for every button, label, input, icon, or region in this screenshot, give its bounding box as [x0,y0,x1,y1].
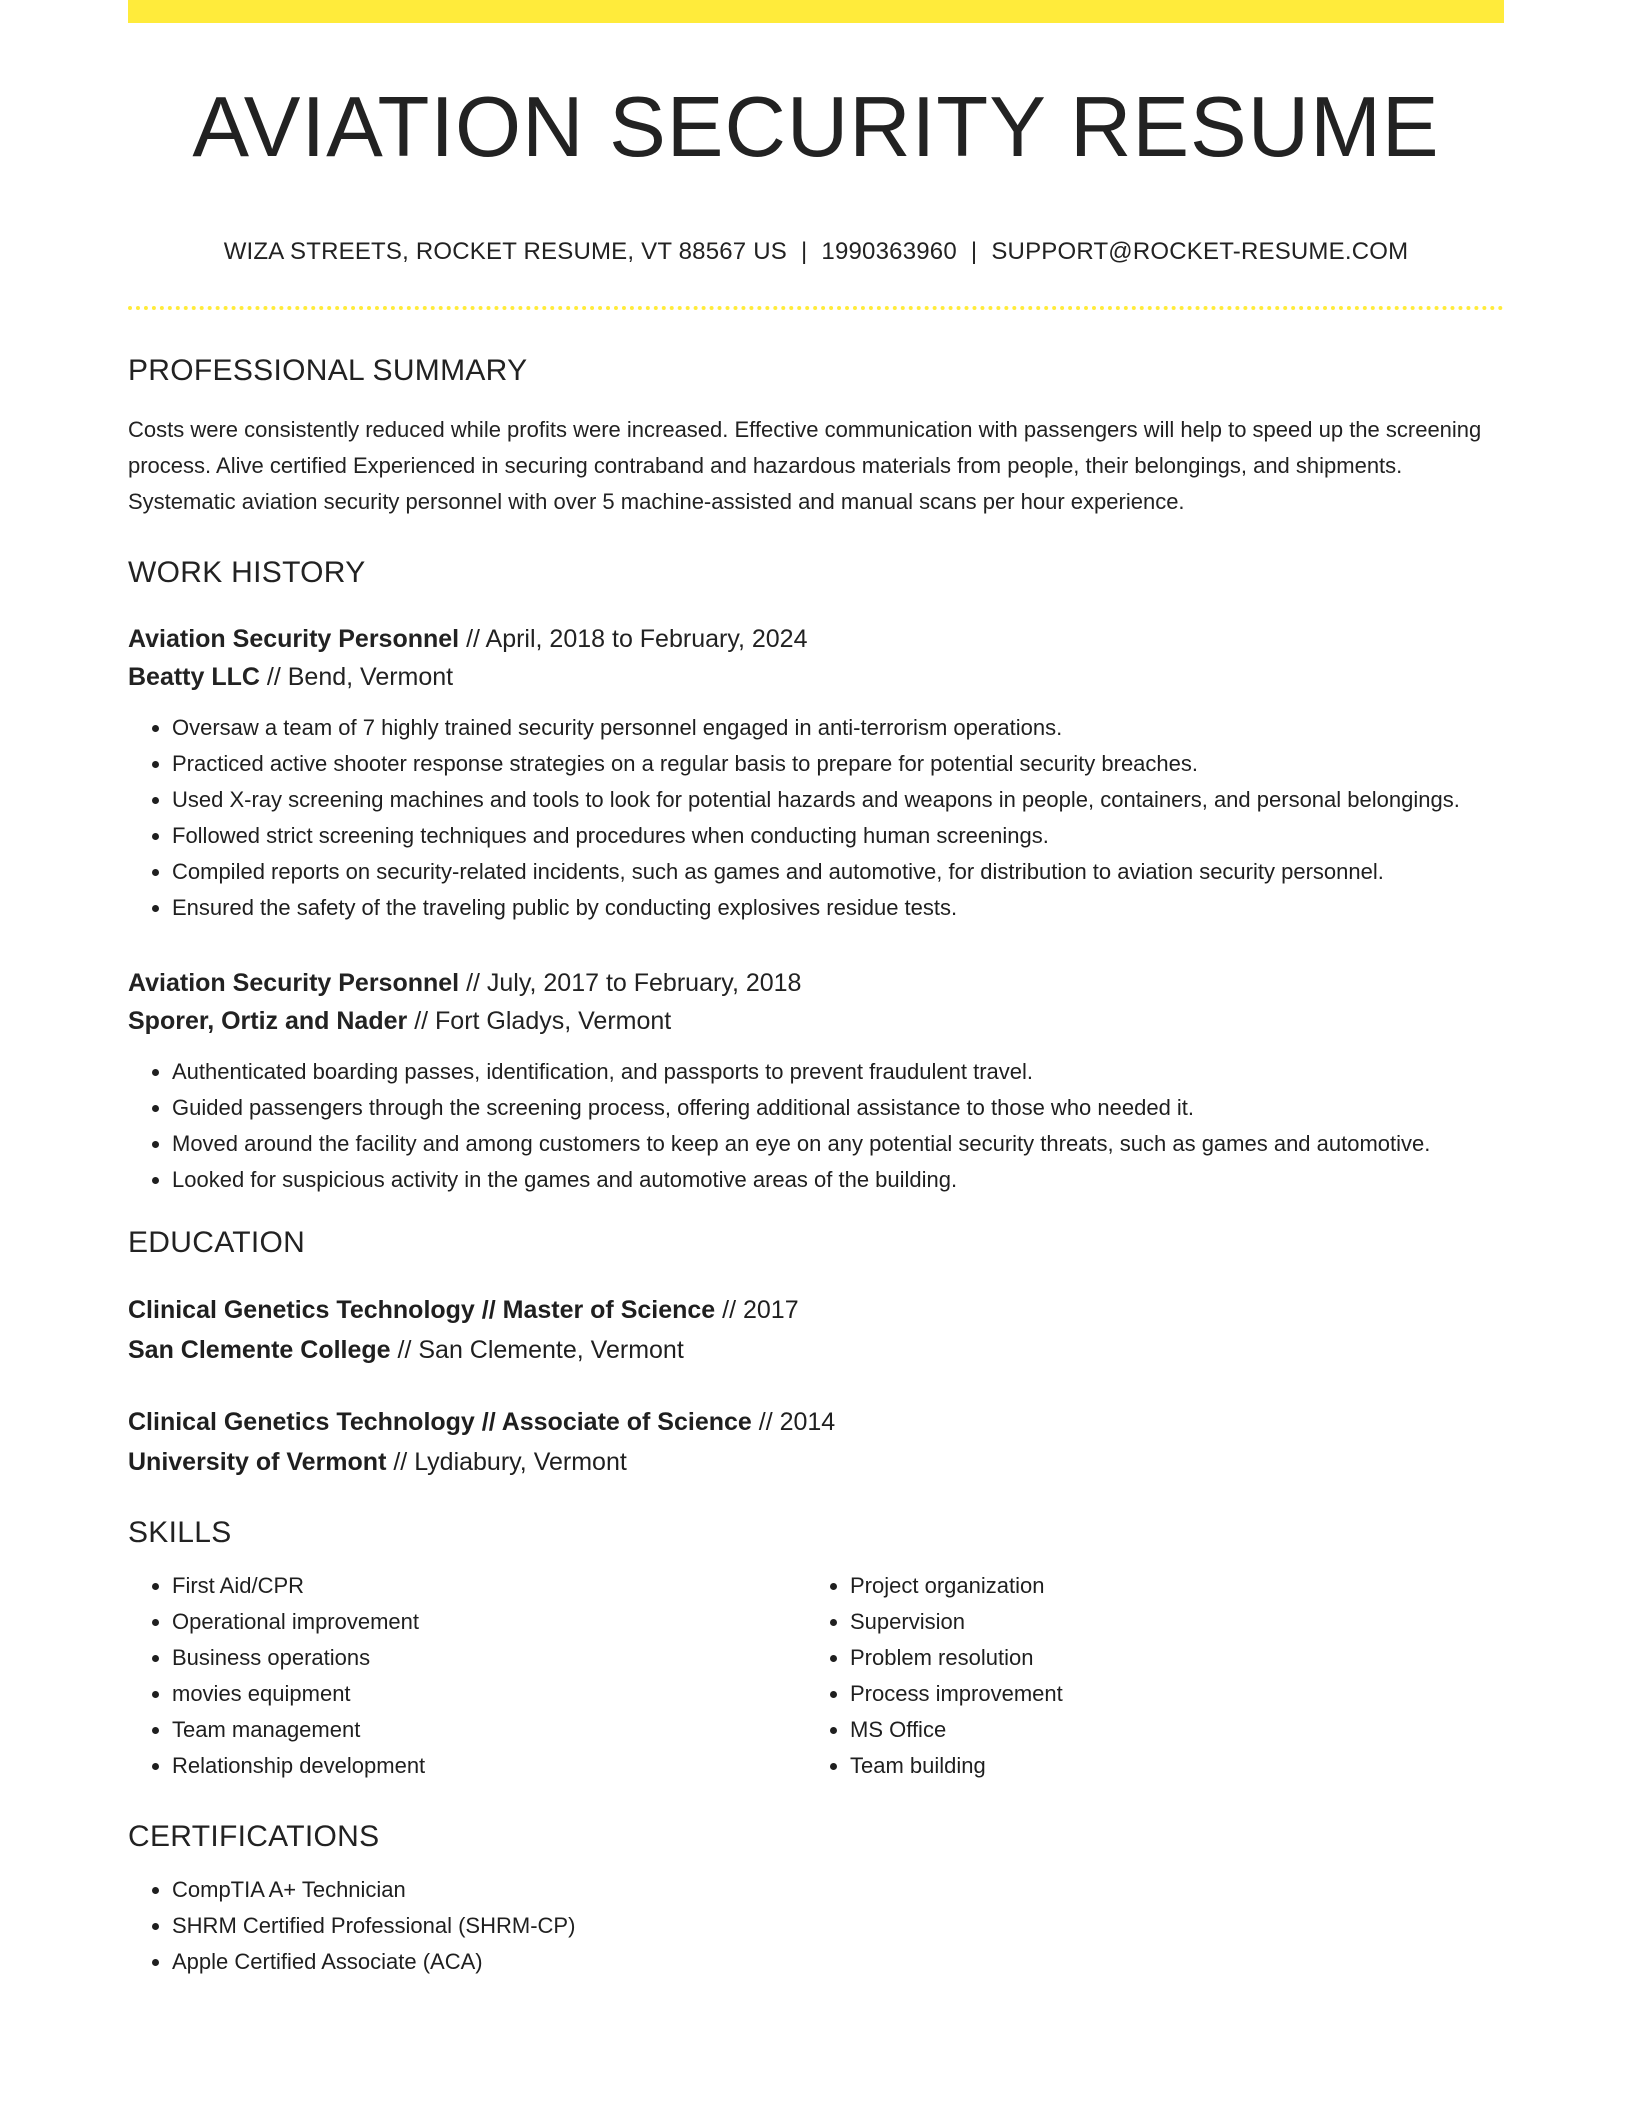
job-location: // Fort Gladys, Vermont [407,1007,672,1035]
education-heading: EDUCATION [128,1226,306,1259]
education-school-line [128,1442,1504,1482]
job-bullets [128,1054,1504,1198]
list-item: • Guided passengers through the screening process, offering additional assistance to those who needed it. [172,1090,1504,1126]
dotted-divider [128,306,1504,310]
skill-item: • movies equipment [172,1676,806,1712]
contact-separator: | [800,238,808,265]
job-title-line [128,964,1504,1002]
list-item: • Authenticated boarding passes, identification, and passports to prevent fraudulent travel. [172,1054,1504,1090]
resume-page [128,0,1504,1980]
contact-separator: | [970,238,978,265]
skill-item: • Supervision [850,1604,1484,1640]
skill-item: • Problem resolution [850,1640,1484,1676]
work-history-heading: WORK HISTORY [128,556,366,589]
education-year: // 2014 [751,1408,836,1436]
skill-item: • First Aid/CPR [172,1568,806,1604]
list-item: • Compiled reports on security-related incidents, such as games and automotive, for distribution to aviation security personnel. [172,854,1504,890]
job-role: Aviation Security Personnel [128,625,460,653]
list-item: • Oversaw a team of 7 highly trained security personnel engaged in anti-terrorism operations. [172,710,1504,746]
skill-item: • Business operations [172,1640,806,1676]
certification-item: • CompTIA A+ Technician [172,1872,1504,1908]
certification-item: • Apple Certified Associate (ACA) [172,1944,1504,1980]
list-item: • Moved around the facility and among customers to keep an eye on any potential security threats, such as games and automotive. [172,1126,1504,1162]
job-dates: // July, 2017 to February, 2018 [459,969,802,997]
job-bullets [128,710,1504,926]
education-school-line [128,1330,1504,1370]
job-entry [128,620,1504,926]
job-role: Aviation Security Personnel [128,969,460,997]
skill-item: • Team building [850,1748,1484,1784]
education-year: // 2017 [715,1296,799,1324]
skill-item: • Process improvement [850,1676,1484,1712]
job-dates: // April, 2018 to February, 2024 [459,625,808,653]
job-entry [128,964,1504,1198]
education-school: San Clemente College [128,1336,391,1364]
education-degree-line [128,1290,1504,1330]
certifications-heading: CERTIFICATIONS [128,1820,380,1853]
education-degree-line [128,1402,1504,1442]
job-company-line [128,1002,1504,1040]
skill-item: • Relationship development [172,1748,806,1784]
job-title-line [128,620,1504,658]
skills-heading: SKILLS [128,1516,232,1549]
list-item: • Used X-ray screening machines and tools to look for potential hazards and weapons in people, containers, and personal belongings. [172,782,1504,818]
contact-phone: 1990363960 [821,238,957,265]
education-location: // Lydiabury, Vermont [386,1448,627,1476]
job-company: Beatty LLC [128,663,260,691]
skill-item: • MS Office [850,1712,1484,1748]
education-school: University of Vermont [128,1448,387,1476]
education-degree: Clinical Genetics Technology // Associate of Science [128,1408,752,1436]
education-entry [128,1402,1504,1482]
contact-line [128,238,1504,266]
contact-email: SUPPORT@ROCKET-RESUME.COM [991,238,1409,265]
job-company-line [128,658,1504,696]
skill-item: • Team management [172,1712,806,1748]
skill-item: • Operational improvement [172,1604,806,1640]
education-location: // San Clemente, Vermont [390,1336,684,1364]
list-item: • Practiced active shooter response strategies on a regular basis to prepare for potential security breaches. [172,746,1504,782]
list-item: • Followed strict screening techniques and procedures when conducting human screenings. [172,818,1504,854]
list-item: • Ensured the safety of the traveling public by conducting explosives residue tests. [172,890,1504,926]
skills-list-left [128,1568,806,1784]
skill-item: • Project organization [850,1568,1484,1604]
education-degree: Clinical Genetics Technology // Master of Science [128,1296,716,1324]
summary-text: Costs were consistently reduced while profits were increased. Effective communication with passengers will help to speed up the screening process. Alive certified Experienced in securing contraband and hazardous materials from people, their belongings, and shipments. Systematic aviation security personnel with over 5 machine-assisted and manual scans per hour experience. [128,417,1482,514]
summary-heading: PROFESSIONAL SUMMARY [128,354,528,387]
accent-top-bar [128,0,1504,23]
certifications-list [128,1872,1504,1980]
list-item: • Looked for suspicious activity in the games and automotive areas of the building. [172,1162,1504,1198]
resume-title: AVIATION SECURITY RESUME [192,80,1440,175]
certification-item: • SHRM Certified Professional (SHRM-CP) [172,1908,1504,1944]
education-entry [128,1290,1504,1370]
skills-list-right [806,1568,1484,1784]
skills-columns [128,1568,1504,1784]
job-company: Sporer, Ortiz and Nader [128,1007,408,1035]
job-location: // Bend, Vermont [259,663,454,691]
contact-address: WIZA STREETS, ROCKET RESUME, VT 88567 US [223,238,787,265]
